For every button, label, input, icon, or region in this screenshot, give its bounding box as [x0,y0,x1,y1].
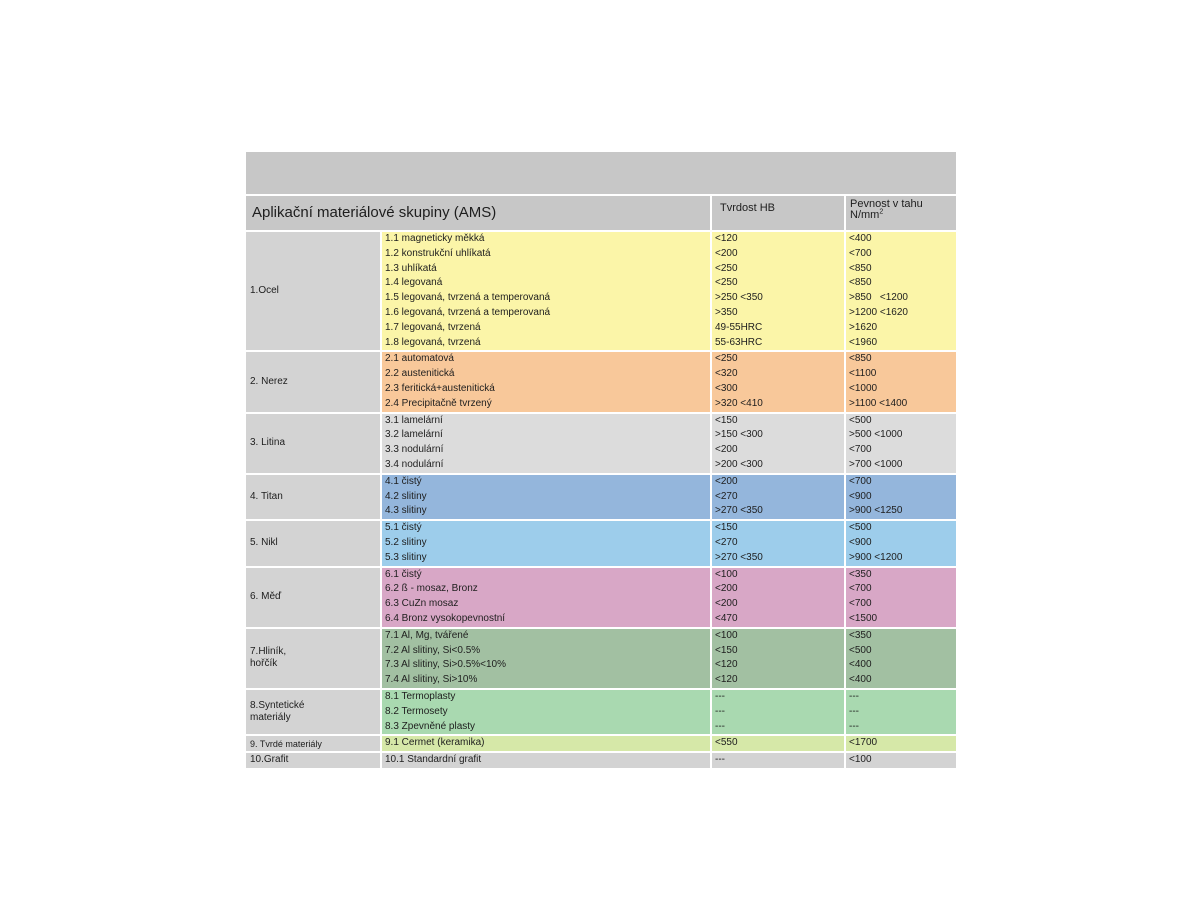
hardness-cell: <120 [712,232,844,247]
material-cell: 6.3 CuZn mosaz [382,597,710,612]
group-name: 7.Hliník, hořčík [246,629,380,688]
material-cell: 10.1 Standardní grafit [382,753,710,768]
table-row [382,276,956,291]
group-rows [382,690,956,734]
material-cell: 7.2 Al slitiny, Si<0.5% [382,644,710,659]
material-cell: 6.1 čistý [382,568,710,583]
material-group [246,475,956,519]
hardness-cell: >270 <350 [712,551,844,566]
strength-cell: <850 [846,352,956,367]
strength-cell: >1200 <1620 [846,306,956,321]
group-rows [382,352,956,411]
hardness-cell: >150 <300 [712,428,844,443]
strength-cell: <700 [846,597,956,612]
strength-cell: <700 [846,475,956,490]
table-row [382,629,956,644]
hardness-cell: <200 [712,247,844,262]
material-cell: 2.1 automatová [382,352,710,367]
material-cell: 2.4 Precipitačně tvrzený [382,397,710,412]
hardness-cell: <150 [712,644,844,659]
table-row [382,521,956,536]
strength-cell: <900 [846,536,956,551]
strength-cell: <1700 [846,736,956,751]
table-row [382,475,956,490]
strength-cell: --- [846,705,956,720]
hardness-cell: >270 <350 [712,504,844,519]
material-cell: 1.2 konstrukční uhlíkatá [382,247,710,262]
table-row [382,397,956,412]
group-name: 5. Nikl [246,521,380,565]
material-group [246,521,956,565]
table-row [382,247,956,262]
hardness-cell: --- [712,753,844,768]
table-row [382,414,956,429]
strength-cell: <700 [846,247,956,262]
material-cell: 4.2 slitiny [382,490,710,505]
strength-cell: >700 <1000 [846,458,956,473]
material-cell: 1.8 legovaná, tvrzená [382,336,710,351]
material-cell: 4.1 čistý [382,475,710,490]
table-row [382,490,956,505]
material-group [246,414,956,473]
table-row [382,291,956,306]
table-row [382,582,956,597]
table-row [382,352,956,367]
hardness-cell: <300 [712,382,844,397]
hardness-cell: <250 [712,262,844,277]
material-cell: 1.6 legovaná, tvrzená a temperovaná [382,306,710,321]
hardness-cell: <250 [712,276,844,291]
hardness-cell: <100 [712,629,844,644]
table-row [382,644,956,659]
column-header-strength [846,196,956,230]
strength-cell: <350 [846,568,956,583]
strength-cell: >850 <1200 [846,291,956,306]
table-row [382,306,956,321]
material-group [246,736,956,751]
group-name: 10.Grafit [246,753,380,768]
strength-cell: <700 [846,582,956,597]
material-cell: 8.1 Termoplasty [382,690,710,705]
material-cell: 7.4 Al slitiny, Si>10% [382,673,710,688]
strength-cell: <850 [846,262,956,277]
hardness-cell: >200 <300 [712,458,844,473]
material-group [246,568,956,627]
hardness-cell: 49-55HRC [712,321,844,336]
table-row [382,536,956,551]
strength-cell: --- [846,720,956,735]
material-cell: 7.1 Al, Mg, tvářené [382,629,710,644]
table-row [382,753,956,768]
strength-cell: >900 <1200 [846,551,956,566]
table-row [382,551,956,566]
material-cell: 9.1 Cermet (keramika) [382,736,710,751]
table-title: Aplikační materiálové skupiny (AMS) [246,196,710,230]
hardness-cell: <320 [712,367,844,382]
table-header [246,196,956,230]
group-name: 8.Syntetické materiály [246,690,380,734]
strength-cell: >500 <1000 [846,428,956,443]
material-cell: 5.1 čistý [382,521,710,536]
material-cell: 1.3 uhlíkatá [382,262,710,277]
hardness-cell: <150 [712,521,844,536]
strength-cell: <1100 [846,367,956,382]
material-cell: 2.2 austenitická [382,367,710,382]
table-top-bar [246,152,956,194]
table-row [382,367,956,382]
material-group [246,352,956,411]
group-name: 1.Ocel [246,232,380,350]
strength-cell: <100 [846,753,956,768]
group-rows [382,629,956,688]
material-cell: 2.3 feritická+austenitická [382,382,710,397]
material-cell: 1.1 magneticky měkká [382,232,710,247]
table-row [382,658,956,673]
group-name: 6. Měď [246,568,380,627]
hardness-cell: 55-63HRC [712,336,844,351]
group-name: 4. Titan [246,475,380,519]
group-rows [382,568,956,627]
hardness-cell: <270 [712,490,844,505]
table-row [382,443,956,458]
material-cell: 6.4 Bronz vysokopevnostní [382,612,710,627]
table-row [382,232,956,247]
material-cell: 5.2 slitiny [382,536,710,551]
table-row [382,705,956,720]
strength-cell: <350 [846,629,956,644]
hardness-cell: <100 [712,568,844,583]
table-row [382,321,956,336]
strength-unit-exponent: 2 [879,208,884,216]
hardness-cell: --- [712,690,844,705]
ams-table [246,152,956,770]
table-row [382,673,956,688]
material-cell: 5.3 slitiny [382,551,710,566]
group-rows [382,414,956,473]
group-rows [382,753,956,768]
strength-unit: N/mm [850,209,880,221]
group-rows [382,232,956,350]
strength-cell: <900 [846,490,956,505]
strength-cell: <500 [846,644,956,659]
hardness-cell: <200 [712,582,844,597]
material-cell: 8.2 Termosety [382,705,710,720]
hardness-cell: >250 <350 [712,291,844,306]
table-row [382,612,956,627]
table-row [382,597,956,612]
hardness-cell: <470 [712,612,844,627]
material-cell: 6.2 ß - mosaz, Bronz [382,582,710,597]
material-cell: 1.5 legovaná, tvrzená a temperovaná [382,291,710,306]
strength-cell: <1000 [846,382,956,397]
hardness-cell: <200 [712,475,844,490]
material-group [246,753,956,768]
strength-cell: <400 [846,232,956,247]
hardness-cell: <550 [712,736,844,751]
table-body [246,232,956,768]
table-row [382,568,956,583]
strength-label: Pevnost v tahu [850,198,923,210]
material-group [246,629,956,688]
material-cell: 3.3 nodulární [382,443,710,458]
table-row [382,458,956,473]
hardness-cell: <200 [712,443,844,458]
material-cell: 1.7 legovaná, tvrzená [382,321,710,336]
table-row [382,262,956,277]
table-row [382,736,956,751]
hardness-cell: --- [712,705,844,720]
strength-cell: <1960 [846,336,956,351]
hardness-cell: <150 [712,414,844,429]
material-group [246,690,956,734]
table-row [382,720,956,735]
strength-cell: >1100 <1400 [846,397,956,412]
hardness-cell: <250 [712,352,844,367]
table-row [382,428,956,443]
hardness-cell: >320 <410 [712,397,844,412]
group-rows [382,736,956,751]
material-cell: 4.3 slitiny [382,504,710,519]
strength-cell: <500 [846,414,956,429]
hardness-cell: <270 [712,536,844,551]
group-rows [382,521,956,565]
strength-cell: <1500 [846,612,956,627]
strength-cell: >900 <1250 [846,504,956,519]
column-header-hardness: Tvrdost HB [712,196,844,230]
strength-cell: >1620 [846,321,956,336]
group-name: 3. Litina [246,414,380,473]
group-rows [382,475,956,519]
group-name: 9. Tvrdé materiály [246,736,380,751]
hardness-cell: <200 [712,597,844,612]
hardness-cell: >350 [712,306,844,321]
strength-cell: <500 [846,521,956,536]
material-group [246,232,956,350]
hardness-cell: <120 [712,658,844,673]
material-cell: 3.1 lamelární [382,414,710,429]
table-row [382,382,956,397]
strength-cell: --- [846,690,956,705]
group-name: 2. Nerez [246,352,380,411]
hardness-cell: --- [712,720,844,735]
material-cell: 3.2 lamelární [382,428,710,443]
material-cell: 7.3 Al slitiny, Si>0.5%<10% [382,658,710,673]
strength-cell: <400 [846,673,956,688]
table-row [382,690,956,705]
strength-cell: <400 [846,658,956,673]
material-cell: 8.3 Zpevněné plasty [382,720,710,735]
hardness-cell: <120 [712,673,844,688]
table-row [382,504,956,519]
table-row [382,336,956,351]
material-cell: 1.4 legovaná [382,276,710,291]
material-cell: 3.4 nodulární [382,458,710,473]
strength-cell: <850 [846,276,956,291]
strength-cell: <700 [846,443,956,458]
